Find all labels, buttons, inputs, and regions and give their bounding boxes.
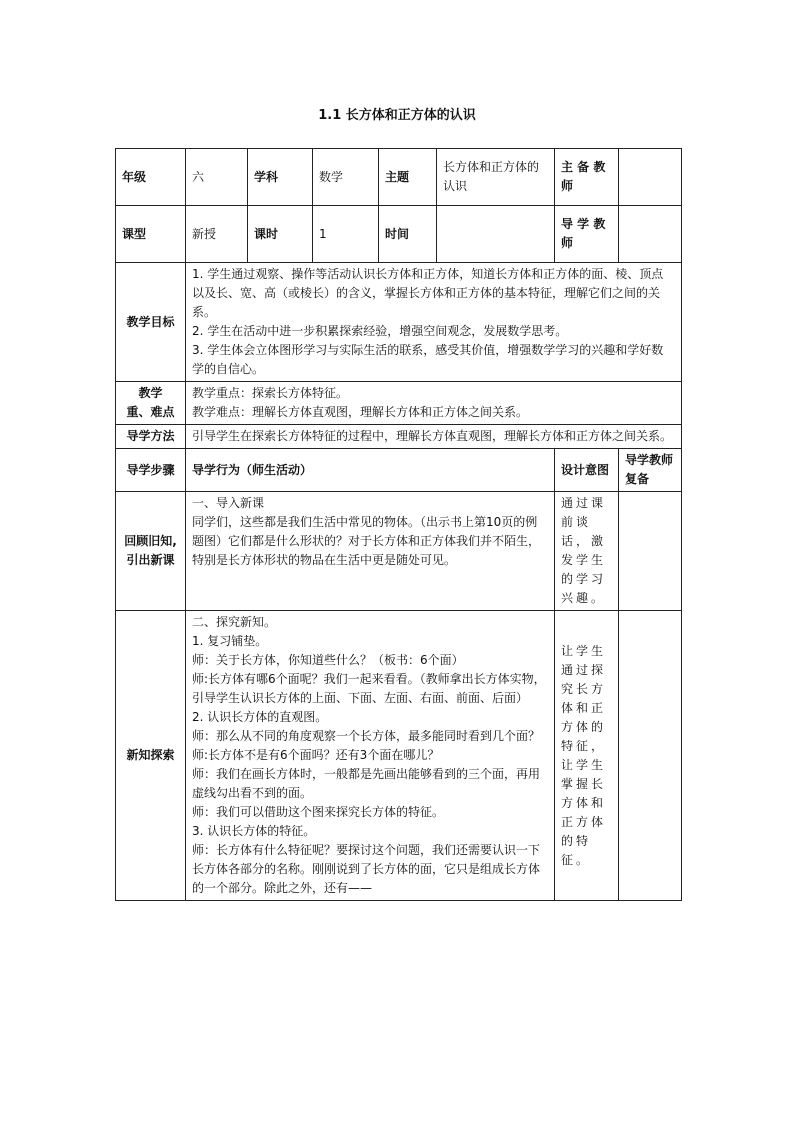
step2-line-6: 师：那么从不同的角度观察一个长方体，最多能同时看到几个面？ [192, 729, 541, 743]
type-label: 课型 [116, 206, 186, 263]
row-key-points [116, 382, 682, 425]
teacher-value [619, 149, 682, 206]
step2-line-2: 1. 复习铺垫。 [192, 634, 268, 648]
step2-review [619, 611, 682, 901]
method-label: 导学方法 [116, 425, 186, 449]
row-type [116, 206, 682, 263]
row-grade [116, 149, 682, 206]
guide-teacher-value [619, 206, 682, 263]
behavior-header: 导学行为（师生活动） [186, 449, 555, 492]
topic-label: 主题 [379, 149, 437, 206]
teacher-label: 主 备 教 师 [555, 149, 619, 206]
step2-line-9: 师：我们可以借助这个图来探究长方体的特征。 [192, 805, 445, 819]
period-value: 1 [313, 206, 379, 263]
lesson-plan-table [115, 148, 682, 901]
row-steps-header [116, 449, 682, 492]
steps-header: 导学步骤 [116, 449, 186, 492]
goals-label: 教学目标 [116, 263, 186, 382]
step2-line-4: 师:长方体有哪6个面呢？我们一起来看看。（教师拿出长方体实物，引导学生认识长方体的上面、下面、左面、右面、前面、后面） [192, 672, 546, 705]
step2-line-10: 3. 认识长方体的特征。 [192, 824, 316, 838]
key-points-content [186, 382, 682, 425]
key-point-difficulty: 教学难点：理解长方体直观图，理解长方体和正方体之间关系。 [192, 405, 529, 419]
step1-line-2: 同学们，这些都是我们生活中常见的物体。（出示书上第10页的例题图）它们都是什么形状的？对于长方体和正方体我们并不陌生，特别是长方体形状的物品在生活中更是随处可见。 [192, 515, 541, 567]
time-value [437, 206, 555, 263]
key-points-label [116, 382, 186, 425]
key-point-focus: 教学重点：探索长方体特征。 [192, 386, 349, 400]
step2-label: 新知探索 [116, 611, 186, 901]
step1-line-1: 一、导入新课 [192, 496, 265, 510]
topic-value: 长方体和正方体的认识 [437, 149, 555, 206]
page-title: 1.1 长方体和正方体的认识 [318, 108, 476, 123]
goals-content [186, 263, 682, 382]
review-header: 导学教师复备 [619, 449, 682, 492]
row-goals [116, 263, 682, 382]
step1-intent: 通过课前谈话，激发学生的学习兴趣。 [555, 492, 619, 611]
intent-header: 设计意图 [555, 449, 619, 492]
guide-teacher-label: 导 学 教 师 [555, 206, 619, 263]
time-label: 时间 [379, 206, 437, 263]
method-content: 引导学生在探索长方体特征的过程中，理解长方体直观图，理解长方体和正方体之间关系。 [186, 425, 682, 449]
step1-label [116, 492, 186, 611]
step1-behavior [186, 492, 555, 611]
step1-label-line2: 引出新课 [126, 553, 175, 567]
row-method [116, 425, 682, 449]
step2-line-3: 师：关于长方体，你知道些什么？（板书：6个面） [192, 653, 464, 667]
row-step-2 [116, 611, 682, 901]
step1-label-line1: 回顾旧知, [124, 534, 177, 548]
key-points-label-line2: 重、难点 [126, 405, 175, 419]
key-points-label-line1: 教学 [138, 386, 163, 400]
step2-behavior [186, 611, 555, 901]
step2-line-1: 二、探究新知。 [192, 615, 277, 629]
step2-line-11: 师：长方体有什么特征呢？要探讨这个问题，我们还需要认识一下长方体各部分的名称。刚刚说到了长方体的面，它只是组成长方体的一个部分。除此之外，还有—— [192, 843, 541, 895]
period-label: 课时 [248, 206, 313, 263]
grade-value: 六 [186, 149, 248, 206]
row-step-1 [116, 492, 682, 611]
step2-line-8: 师：我们在画长方体时，一般都是先画出能够看到的三个面，再用虚线勾出看不到的面。 [192, 767, 541, 800]
goal-item-1: 1. 学生通过观察、操作等活动认识长方体和正方体，知道长方体和正方体的面、棱、顶点以及长、宽、高（或棱长）的含义，掌握长方体和正方体的基本特征，理解它们之间的关系。 [192, 267, 664, 319]
goal-item-3: 3. 学生体会立体图形学习与实际生活的联系，感受其价值，增强数学学习的兴趣和学好数学的自信心。 [192, 343, 664, 376]
step2-line-5: 2. 认识长方体的直观图。 [192, 710, 328, 724]
step2-intent: 让学生通过探究长方体和正方体的特征，让学生掌握长方体和正方体的特征。 [555, 611, 619, 901]
subject-label: 学科 [248, 149, 313, 206]
goal-item-2: 2. 学生在活动中进一步积累探索经验，增强空间观念，发展数学思考。 [192, 324, 568, 338]
step1-review [619, 492, 682, 611]
type-value: 新授 [186, 206, 248, 263]
grade-label: 年级 [116, 149, 186, 206]
subject-value: 数学 [313, 149, 379, 206]
step2-line-7: 师:长方体不是有6个面吗？还有3个面在哪儿？ [192, 748, 440, 762]
